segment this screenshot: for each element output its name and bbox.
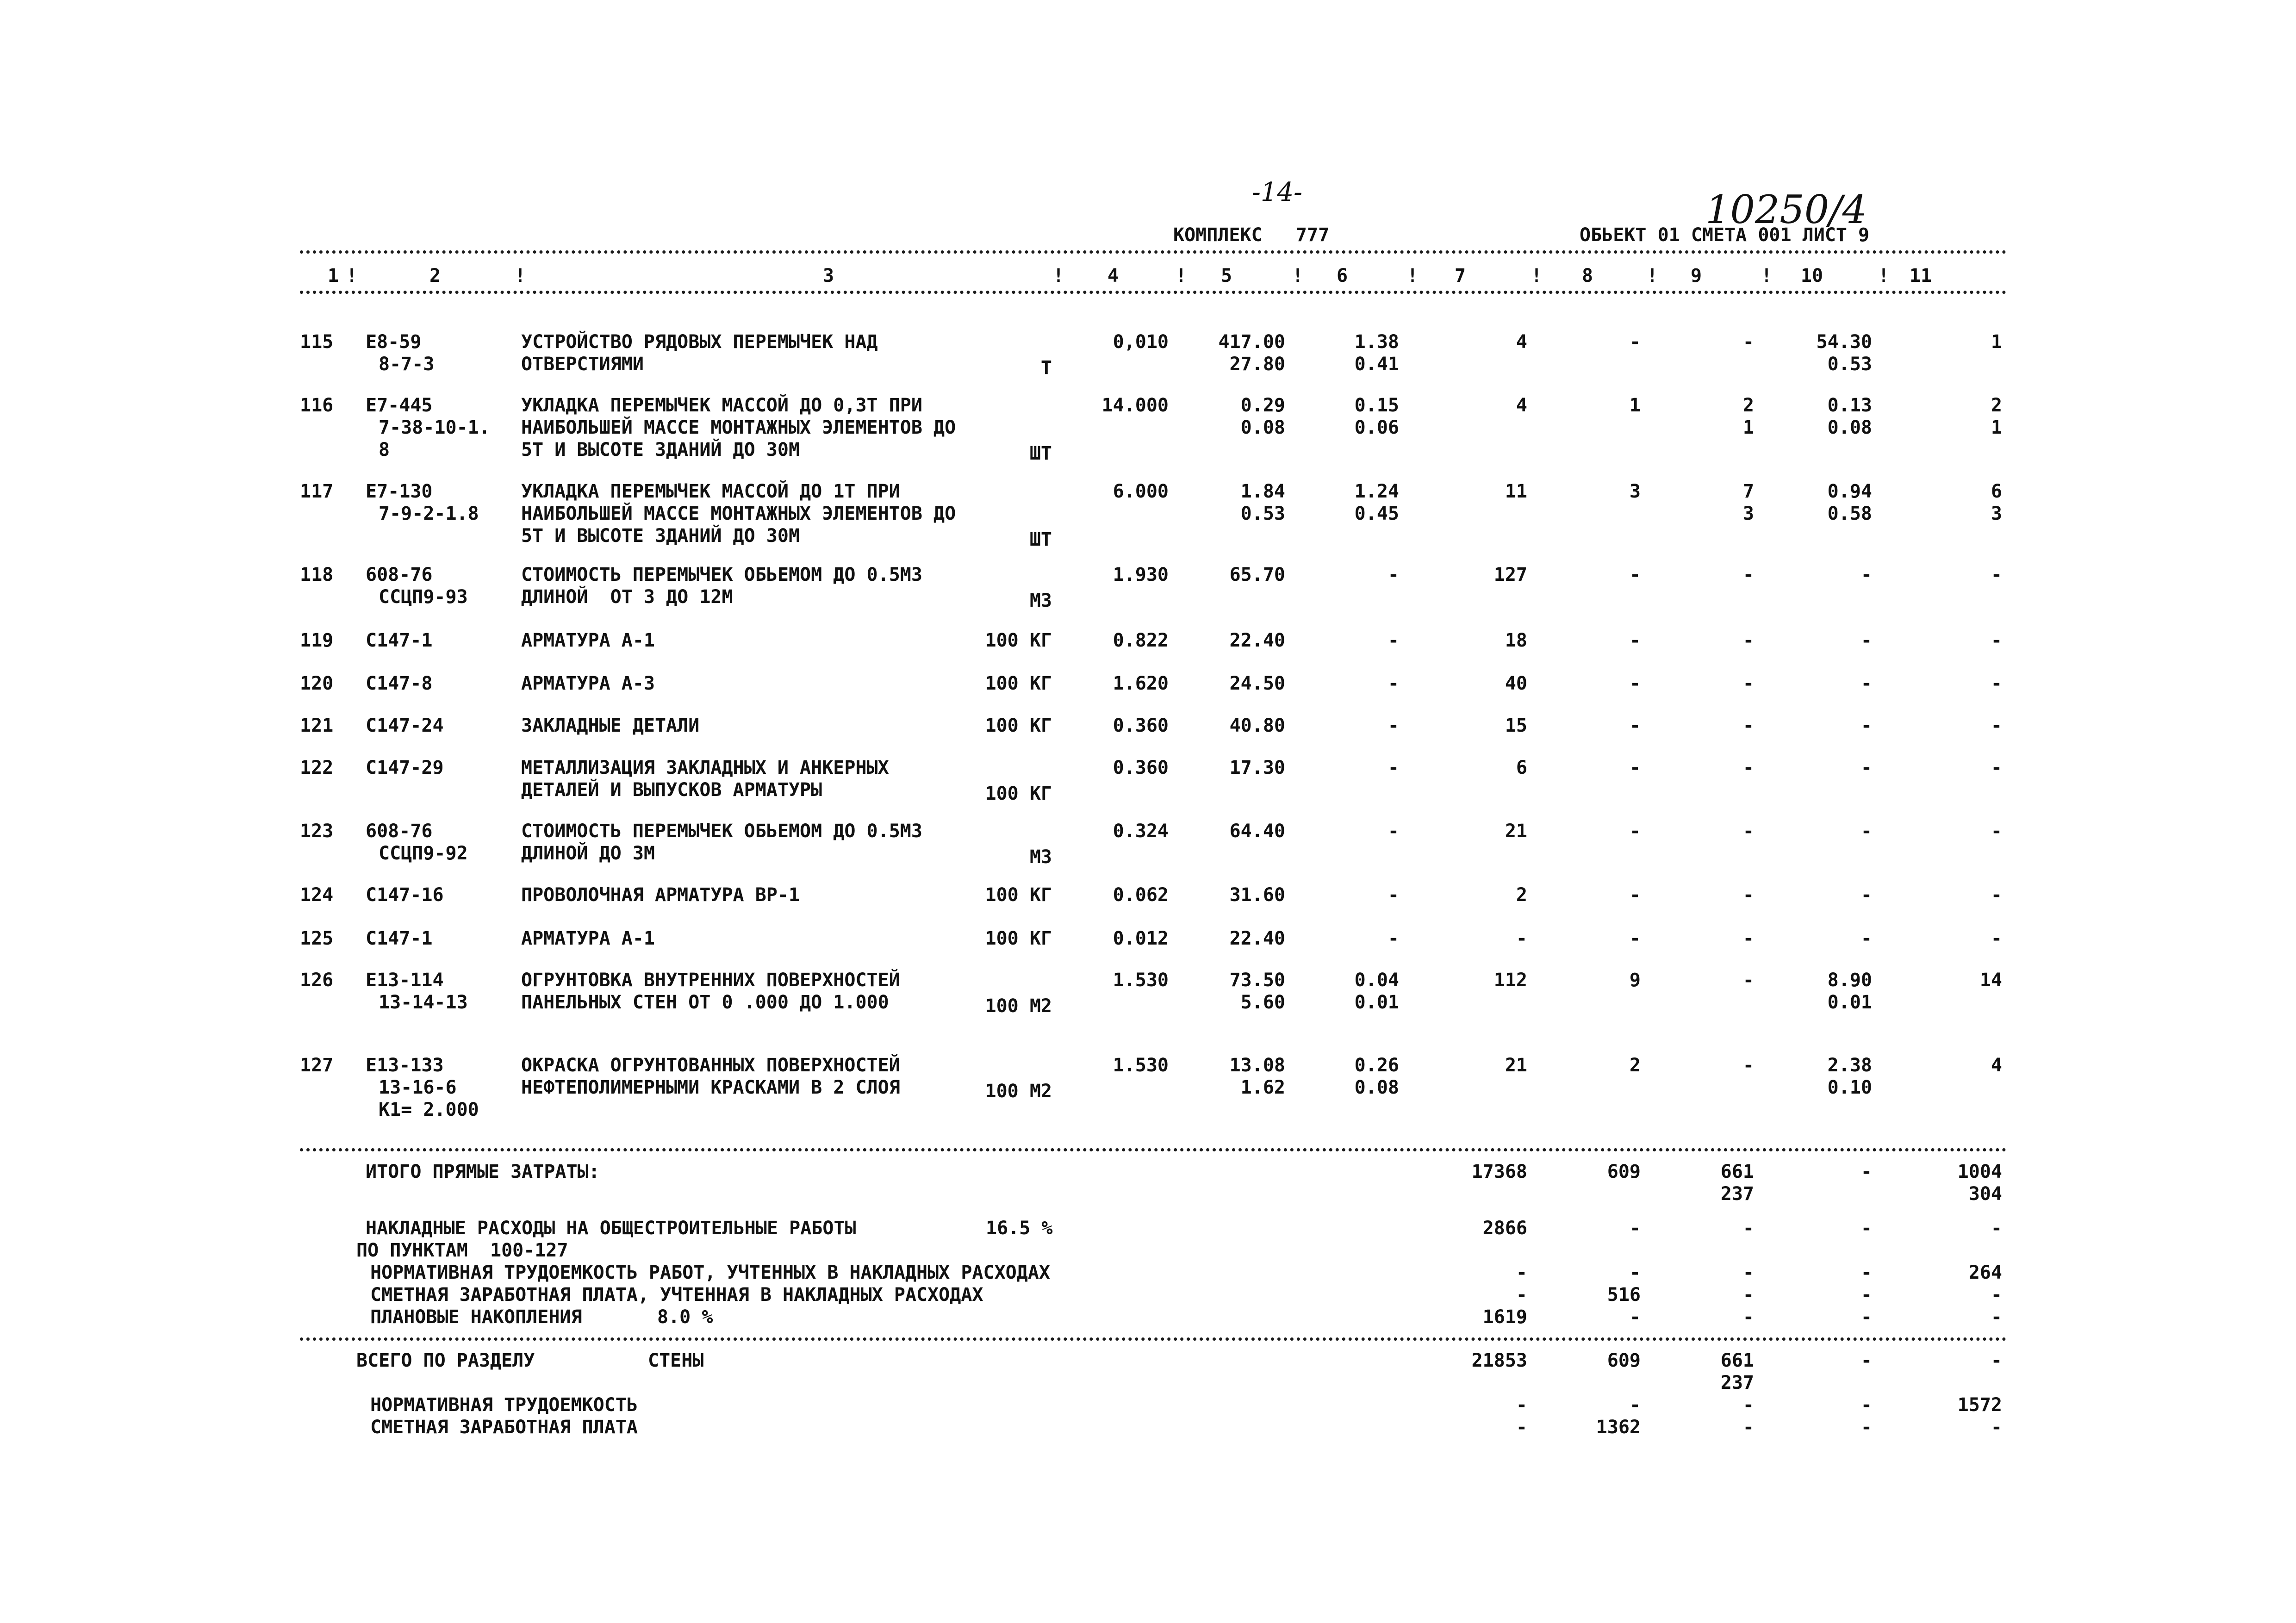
page-number-mark: -14- [1252,177,1303,207]
cell-col-10: 0.01 [1827,992,1872,1013]
cell-col-7: 4 [1516,395,1527,416]
norm-code: К1= 2.000 [379,1099,479,1120]
section-total-col-8: 609 [1607,1350,1641,1371]
planned-savings-col-11: - [1991,1306,2002,1328]
cell-col-7: 2 [1516,884,1527,906]
header-rule-top [300,250,2007,254]
section-total-col-10: - [1860,1350,1872,1371]
cell-col-11: 4 [1991,1055,2002,1076]
cell-col-10: 2.38 [1827,1055,1872,1076]
row-number: 125 [300,928,334,949]
unit-of-measure: 100 КГ [985,783,1052,804]
cell-col-8: - [1629,821,1641,842]
work-description: СТОИМОСТЬ ПЕРЕМЫЧЕК ОБЬЕМОМ ДО 0.5М3 [521,821,922,842]
cell-col-9: - [1742,970,1754,991]
work-description: МЕТАЛЛИЗАЦИЯ ЗАКЛАДНЫХ И АНКЕРНЫХ [521,757,889,778]
row-number: 118 [300,564,334,585]
labor-in-overhead-col-9: - [1742,1262,1754,1283]
object-sheet-label: ОБЬЕКТ 01 СМЕТА 001 ЛИСТ 9 [1580,224,1870,246]
estimated-wages-col-10: - [1860,1417,1872,1438]
cell-col-5: 13.08 [1229,1055,1285,1076]
cell-col-11: 3 [1991,503,2002,524]
norm-code: С147-1 [366,928,433,949]
cell-col-10: - [1860,757,1872,778]
wages-in-overhead-col-10: - [1860,1284,1872,1306]
norm-code: ССЦП9-93 [379,586,468,608]
cell-col-11: 1 [1991,331,2002,353]
cell-col-6: - [1388,928,1399,949]
column-number-10: 10 [1800,265,1823,286]
unit-of-measure: ШТ [1029,443,1052,464]
norm-code: С147-8 [366,673,433,694]
norm-code: 8 [379,439,390,460]
cell-col-5: 73.50 [1229,970,1285,991]
cell-col-8: - [1629,331,1641,353]
wages-in-overhead-col-9: - [1742,1284,1754,1306]
cell-col-6: - [1388,884,1399,906]
cell-col-9: - [1742,757,1754,778]
cell-col-11: - [1991,757,2002,778]
cell-col-10: 0.10 [1827,1077,1872,1098]
cell-col-10: 54.30 [1816,331,1872,353]
unit-of-measure: 100 М2 [985,995,1052,1017]
cell-col-10: - [1860,564,1872,585]
cell-col-7: 11 [1505,481,1527,502]
quantity: 0.822 [1113,630,1169,651]
cell-col-9: - [1742,564,1754,585]
estimated-wages-col-7: - [1516,1417,1527,1438]
planned-savings-col-8: - [1629,1306,1641,1328]
column-separator: ! [515,265,526,286]
direct-costs-total-col-11: 1004 [1957,1161,2002,1182]
quantity: 1.530 [1113,970,1169,991]
cell-col-9: - [1742,331,1754,353]
work-description: НАИБОЛЬШЕЙ МАССЕ МОНТАЖНЫХ ЭЛЕМЕНТОВ ДО [521,503,956,524]
estimated-wages-col-11: - [1991,1417,2002,1438]
column-number-6: 6 [1336,265,1348,286]
cell-col-5: 1.84 [1240,481,1285,502]
norm-code: С147-16 [366,884,444,906]
work-description: АРМАТУРА А-1 [521,928,655,949]
norm-code: 7-38-10-1. [379,417,490,438]
work-description: УСТРОЙСТВО РЯДОВЫХ ПЕРЕМЫЧЕК НАД [521,331,878,353]
estimated-wages-col-8: 1362 [1596,1417,1641,1438]
cell-col-8: 1 [1629,395,1641,416]
column-number-4: 4 [1107,265,1119,286]
cell-col-5: 5.60 [1240,992,1285,1013]
unit-of-measure: 100 КГ [985,673,1052,694]
overhead-rate: 16.5 % [986,1218,1053,1239]
cell-col-10: 0.58 [1827,503,1872,524]
cell-col-9: - [1742,715,1754,736]
overhead-total-col-11: - [1991,1218,2002,1239]
column-separator: ! [1292,265,1304,286]
cell-col-8: - [1629,564,1641,585]
work-description: УКЛАДКА ПЕРЕМЫЧЕК МАССОЙ ДО 1Т ПРИ [521,481,900,502]
cell-col-6: 1.38 [1354,331,1399,353]
cell-col-5: 0.08 [1240,417,1285,438]
quantity: 0.012 [1113,928,1169,949]
section-name: СТЕНЫ [648,1350,704,1371]
cell-col-6: 0.06 [1354,417,1399,438]
direct-costs-total-col-9: 237 [1720,1183,1754,1205]
cell-col-6: 0.04 [1354,970,1399,991]
work-description: ДЕТАЛЕЙ И ВЫПУСКОВ АРМАТУРЫ [521,779,822,801]
overhead-total-col-10: - [1860,1218,1872,1239]
normative-labor-col-9: - [1742,1394,1754,1416]
column-number-2: 2 [429,265,441,286]
cell-col-7: 18 [1505,630,1527,651]
quantity: 6.000 [1113,481,1169,502]
work-description: АРМАТУРА А-3 [521,673,655,694]
cell-col-8: - [1629,673,1641,694]
wages-in-overhead-label: СМЕТНАЯ ЗАРАБОТНАЯ ПЛАТА, УЧТЕННАЯ В НАКЛАДНЫХ РАСХОДАХ [370,1284,983,1306]
work-description: 5Т И ВЫСОТЕ ЗДАНИЙ ДО 30М [521,439,800,460]
cell-col-9: 1 [1742,417,1754,438]
work-description: АРМАТУРА А-1 [521,630,655,651]
cell-col-6: - [1388,673,1399,694]
column-separator: ! [1878,265,1890,286]
norm-code: С147-1 [366,630,433,651]
unit-of-measure: М3 [1029,846,1052,868]
column-number-9: 9 [1690,265,1702,286]
labor-in-overhead-label: НОРМАТИВНАЯ ТРУДОЕМКОСТЬ РАБОТ, УЧТЕННЫХ В НАКЛАДНЫХ РАСХОДАХ [370,1262,1051,1283]
section-total-col-9: 661 [1720,1350,1754,1371]
column-number-5: 5 [1220,265,1232,286]
work-description: ЗАКЛАДНЫЕ ДЕТАЛИ [521,715,700,736]
row-number: 119 [300,630,334,651]
quantity: 14.000 [1101,395,1169,416]
cell-col-9: - [1742,630,1754,651]
cell-col-5: 40.80 [1229,715,1285,736]
column-separator: ! [346,265,358,286]
unit-of-measure: ШТ [1029,529,1052,550]
cell-col-11: - [1991,821,2002,842]
row-number: 127 [300,1055,334,1076]
cell-col-6: - [1388,564,1399,585]
overhead-total-col-7: 2866 [1482,1218,1527,1239]
row-number: 115 [300,331,334,353]
cell-col-6: 0.08 [1354,1077,1399,1098]
norm-code: 13-16-6 [379,1077,457,1098]
cell-col-11: - [1991,715,2002,736]
cell-col-9: 2 [1742,395,1754,416]
overhead-total-col-8: - [1629,1218,1641,1239]
normative-labor-col-10: - [1860,1394,1872,1416]
unit-of-measure: 100 КГ [985,928,1052,949]
direct-costs-total-col-10: - [1860,1161,1872,1182]
wages-in-overhead-col-8: 516 [1607,1284,1641,1306]
quantity: 1.620 [1113,673,1169,694]
section-total-col-7: 21853 [1471,1350,1527,1371]
cell-col-8: - [1629,884,1641,906]
planned-savings-label: ПЛАНОВЫЕ НАКОПЛЕНИЯ [370,1306,582,1328]
cell-col-5: 24.50 [1229,673,1285,694]
work-description: НАИБОЛЬШЕЙ МАССЕ МОНТАЖНЫХ ЭЛЕМЕНТОВ ДО [521,417,956,438]
cell-col-11: - [1991,630,2002,651]
overhead-scope: ПО ПУНКТАМ 100-127 [356,1240,568,1261]
column-number-8: 8 [1581,265,1593,286]
cell-col-6: - [1388,757,1399,778]
cell-col-11: 6 [1991,481,2002,502]
column-separator: ! [1761,265,1773,286]
quantity: 0.360 [1113,757,1169,778]
norm-code: 13-14-13 [379,992,468,1013]
cell-col-10: - [1860,928,1872,949]
column-separator: ! [1531,265,1543,286]
norm-code: 608-76 [366,821,433,842]
norm-code: 608-76 [366,564,433,585]
work-description: ПАНЕЛЬНЫХ СТЕН ОТ 0 .000 ДО 1.000 [521,992,889,1013]
cell-col-5: 417.00 [1218,331,1285,353]
column-number-7: 7 [1454,265,1466,286]
row-number: 124 [300,884,334,906]
cell-col-6: - [1388,715,1399,736]
cell-col-5: 1.62 [1240,1077,1285,1098]
labor-in-overhead-col-7: - [1516,1262,1527,1283]
cell-col-6: 1.24 [1354,481,1399,502]
direct-costs-total-col-9: 661 [1720,1161,1754,1182]
work-description: ОТВЕРСТИЯМИ [521,354,644,375]
unit-of-measure: 100 М2 [985,1081,1052,1102]
cell-col-7: 4 [1516,331,1527,353]
row-number: 117 [300,481,334,502]
normative-labor-label: НОРМАТИВНАЯ ТРУДОЕМКОСТЬ [370,1394,638,1416]
cell-col-9: - [1742,821,1754,842]
estimated-wages-col-9: - [1742,1417,1754,1438]
cell-col-11: - [1991,673,2002,694]
cell-col-10: 0.08 [1827,417,1872,438]
overhead-total-col-9: - [1742,1218,1754,1239]
column-separator: ! [1053,265,1064,286]
cell-col-6: 0.26 [1354,1055,1399,1076]
section-total-col-11: - [1991,1350,2002,1371]
unit-of-measure: М3 [1029,590,1052,611]
cell-col-5: 22.40 [1229,928,1285,949]
cell-col-7: 21 [1505,821,1527,842]
column-separator: ! [1176,265,1187,286]
cell-col-7: 112 [1493,970,1527,991]
normative-labor-col-8: - [1629,1394,1641,1416]
cell-col-10: - [1860,884,1872,906]
totals-rule-top [300,1148,2007,1151]
cell-col-10: - [1860,630,1872,651]
cell-col-5: 0.53 [1240,503,1285,524]
row-number: 126 [300,970,334,991]
overhead-total-label: НАКЛАДНЫЕ РАСХОДЫ НА ОБЩЕСТРОИТЕЛЬНЫЕ РАБОТЫ [366,1218,856,1239]
quantity: 1.930 [1113,564,1169,585]
planned-savings-rate: 8.0 % [657,1306,713,1328]
unit-of-measure: 100 КГ [985,715,1052,736]
quantity: 0.360 [1113,715,1169,736]
cell-col-5: 0.29 [1240,395,1285,416]
cell-col-8: - [1629,757,1641,778]
cell-col-7: 15 [1505,715,1527,736]
cell-col-10: 0.94 [1827,481,1872,502]
section-total-label: ВСЕГО ПО РАЗДЕЛУ [356,1350,535,1371]
cell-col-10: 8.90 [1827,970,1872,991]
direct-costs-total-label: ИТОГО ПРЯМЫЕ ЗАТРАТЫ: [366,1161,600,1182]
cell-col-9: - [1742,884,1754,906]
section-total-col-9: 237 [1720,1372,1754,1393]
cell-col-5: 64.40 [1229,821,1285,842]
cell-col-11: - [1991,928,2002,949]
labor-in-overhead-col-11: 264 [1968,1262,2002,1283]
cell-col-9: 3 [1742,503,1754,524]
quantity: 1.530 [1113,1055,1169,1076]
cell-col-11: 14 [1979,970,2002,991]
cell-col-9: - [1742,673,1754,694]
cell-col-5: 22.40 [1229,630,1285,651]
column-number-1: 1 [327,265,339,286]
cell-col-5: 31.60 [1229,884,1285,906]
norm-code: 8-7-3 [379,354,435,375]
norm-code: Е13-114 [366,970,444,991]
work-description: ОКРАСКА ОГРУНТОВАННЫХ ПОВЕРХНОСТЕЙ [521,1055,900,1076]
unit-of-measure: Т [1040,357,1052,379]
quantity: 0.062 [1113,884,1169,906]
cell-col-6: 0.01 [1354,992,1399,1013]
norm-code: С147-29 [366,757,444,778]
work-description: НЕФТЕПОЛИМЕРНЫМИ КРАСКАМИ В 2 СЛОЯ [521,1077,900,1098]
work-description: СТОИМОСТЬ ПЕРЕМЫЧЕК ОБЬЕМОМ ДО 0.5М3 [521,564,922,585]
wages-in-overhead-col-11: - [1991,1284,2002,1306]
norm-code: Е7-445 [366,395,433,416]
normative-labor-col-11: 1572 [1957,1394,2002,1416]
column-separator: ! [1647,265,1658,286]
planned-savings-col-10: - [1860,1306,1872,1328]
work-description: 5Т И ВЫСОТЕ ЗДАНИЙ ДО 30М [521,525,800,547]
cell-col-8: - [1629,715,1641,736]
cell-col-6: 0.15 [1354,395,1399,416]
cell-col-5: 17.30 [1229,757,1285,778]
header-rule-bottom [300,291,2007,294]
direct-costs-total-col-11: 304 [1968,1183,2002,1205]
cell-col-8: 2 [1629,1055,1641,1076]
cell-col-6: - [1388,630,1399,651]
cell-col-10: - [1860,673,1872,694]
labor-in-overhead-col-8: - [1629,1262,1641,1283]
cell-col-10: - [1860,715,1872,736]
unit-of-measure: 100 КГ [985,630,1052,651]
column-number-3: 3 [822,265,834,286]
cell-col-9: - [1742,928,1754,949]
work-description: ОГРУНТОВКА ВНУТРЕННИХ ПОВЕРХНОСТЕЙ [521,970,900,991]
cell-col-6: 0.41 [1354,354,1399,375]
quantity: 0,010 [1113,331,1169,353]
cell-col-10: 0.13 [1827,395,1872,416]
cell-col-10: - [1860,821,1872,842]
direct-costs-total-col-8: 609 [1607,1161,1641,1182]
cell-col-7: 40 [1505,673,1527,694]
cell-col-8: 3 [1629,481,1641,502]
norm-code: С147-24 [366,715,444,736]
work-description: ДЛИНОЙ ОТ 3 ДО 12М [521,586,733,608]
cell-col-7: 6 [1516,757,1527,778]
normative-labor-col-7: - [1516,1394,1527,1416]
norm-code: ССЦП9-92 [379,843,468,864]
quantity: 0.324 [1113,821,1169,842]
cell-col-8: - [1629,630,1641,651]
cell-col-7: 21 [1505,1055,1527,1076]
complex-label: КОМПЛЕКС 777 [1173,224,1330,246]
row-number: 120 [300,673,334,694]
norm-code: Е13-133 [366,1055,444,1076]
planned-savings-col-7: 1619 [1482,1306,1527,1328]
cell-col-5: 27.80 [1229,354,1285,375]
cell-col-11: 1 [1991,417,2002,438]
cell-col-11: 2 [1991,395,2002,416]
cell-col-8: - [1629,928,1641,949]
totals-rule-bottom [300,1337,2007,1341]
planned-savings-col-9: - [1742,1306,1754,1328]
row-number: 122 [300,757,334,778]
work-description: УКЛАДКА ПЕРЕМЫЧЕК МАССОЙ ДО 0,3Т ПРИ [521,395,922,416]
norm-code: Е7-130 [366,481,433,502]
cell-col-9: - [1742,1055,1754,1076]
work-description: ДЛИНОЙ ДО 3М [521,843,655,864]
column-number-11: 11 [1909,265,1932,286]
cell-col-8: 9 [1629,970,1641,991]
estimated-wages-label: СМЕТНАЯ ЗАРАБОТНАЯ ПЛАТА [370,1417,638,1438]
labor-in-overhead-col-10: - [1860,1262,1872,1283]
unit-of-measure: 100 КГ [985,884,1052,906]
doc-number-handwritten: 10250/4 [1705,187,1867,232]
cell-col-9: 7 [1742,481,1754,502]
cell-col-11: - [1991,884,2002,906]
cell-col-7: 127 [1493,564,1527,585]
cell-col-11: - [1991,564,2002,585]
cell-col-10: 0.53 [1827,354,1872,375]
cell-col-7: - [1516,928,1527,949]
norm-code: Е8-59 [366,331,422,353]
cell-col-6: 0.45 [1354,503,1399,524]
direct-costs-total-col-7: 17368 [1471,1161,1527,1182]
work-description: ПРОВОЛОЧНАЯ АРМАТУРА ВР-1 [521,884,800,906]
column-separator: ! [1407,265,1419,286]
cell-col-6: - [1388,821,1399,842]
row-number: 121 [300,715,334,736]
row-number: 116 [300,395,334,416]
cell-col-5: 65.70 [1229,564,1285,585]
wages-in-overhead-col-7: - [1516,1284,1527,1306]
norm-code: 7-9-2-1.8 [379,503,479,524]
row-number: 123 [300,821,334,842]
